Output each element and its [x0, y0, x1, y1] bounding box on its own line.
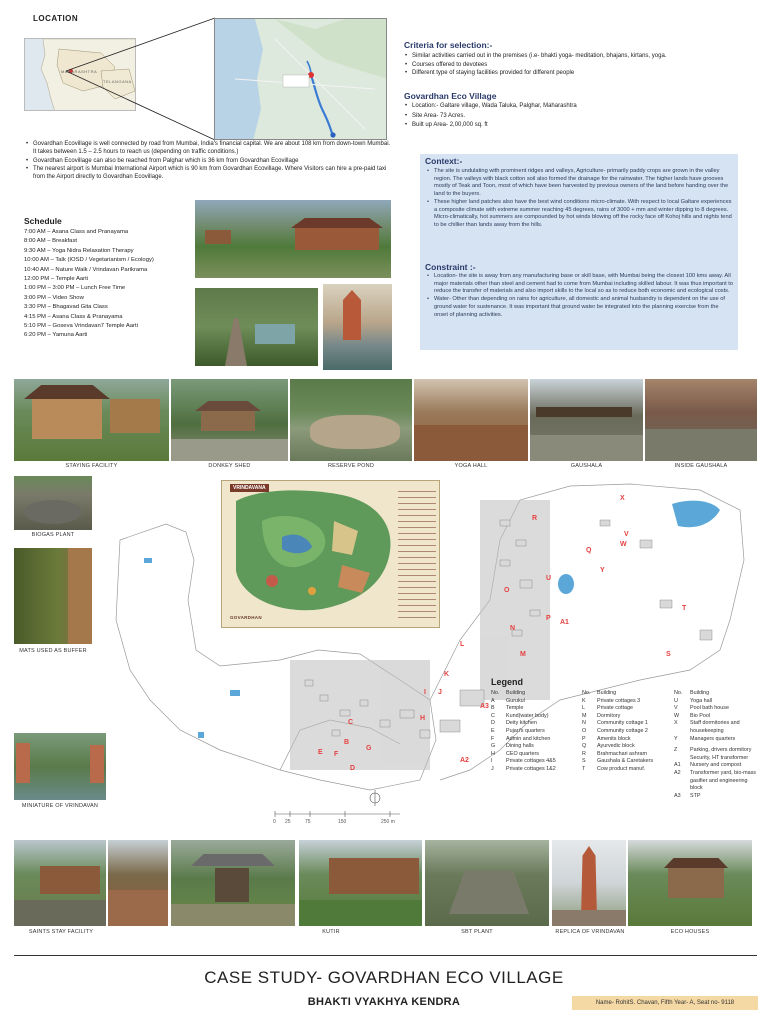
- legend-code: W: [674, 712, 680, 719]
- legend-col-building: Building: [597, 690, 617, 696]
- legend-building: Community cottage 2: [597, 727, 648, 734]
- legend-code: M: [582, 712, 587, 719]
- caption-gaushala: GAUSHALA: [570, 463, 603, 469]
- criteria-heading: Criteria for selection:-: [404, 40, 493, 50]
- schedule-list: [24, 228, 196, 341]
- constraint-bullet: • Location- the site is away from any manufacturing base or skill base, with Mumbai being the closest 100 kms away. All major materials other than steel and cement had to come from Mumbai including skilled labour. It was thus important to reduce the transfer of materials and also import skills to the local so as to reduce both economic and ecological costs.: [426, 273, 734, 296]
- legend-col-building: Building: [690, 690, 710, 696]
- govardhan-bullet: • Site Area- 73 Acres.: [404, 112, 764, 122]
- legend-code: B: [491, 705, 495, 712]
- caption-reserve-pond: RESERVE POND: [327, 463, 374, 469]
- legend-code: J: [491, 765, 494, 772]
- context-bullet: • The site is undulating with prominent ridges and valleys, Agriculture- primarily paddy crops are grown in the valley region. The valleys with black cotton soil also formed the drainage for the rainwater. The higher lands have grooves mostly of Teak and Toon, most of which have been harvested by previous owners of the land before handing over the land to the buyers.: [426, 168, 734, 199]
- scale-label-150: 150: [338, 819, 347, 825]
- legend-col-no: No.: [491, 690, 500, 696]
- caption-sbt-plant: SBT PLANT: [461, 929, 493, 935]
- svg-text:R: R: [532, 515, 538, 522]
- svg-text:O: O: [504, 587, 510, 594]
- schedule-item: 7:00 AM – Asana Class and Pranayama: [24, 229, 129, 235]
- legend-col-no: No.: [582, 690, 591, 696]
- location-bullets: [25, 140, 395, 181]
- legend-building: Temple: [506, 705, 524, 712]
- legend-building: Community cottage 1: [597, 720, 648, 727]
- page-subtitle: BHAKTI VYAKHYA KENDRA: [307, 996, 461, 1008]
- legend-building: Private cottages 1&2: [506, 765, 556, 772]
- legend-code: E: [491, 727, 495, 734]
- legend-building: Pool bath house: [690, 705, 729, 712]
- svg-text:H: H: [420, 715, 426, 722]
- legend-col-1: [491, 690, 581, 774]
- svg-text:P: P: [546, 615, 551, 622]
- svg-text:G: G: [366, 745, 372, 752]
- legend-title: Legend: [491, 677, 524, 687]
- legend-code: C: [491, 712, 495, 719]
- caption-yoga-hall: YOGA HALL: [454, 463, 488, 469]
- schedule-item: 5:10 PM – Goseva Vrindavan7 Temple Aarti: [24, 323, 138, 330]
- donkey-shed-photo: [171, 379, 288, 461]
- caption-miniature-vrindavan: MINIATURE OF VRINDAVAN: [21, 803, 99, 809]
- svg-text:C: C: [348, 719, 354, 726]
- legend-code: Y: [674, 735, 678, 742]
- svg-text:D: D: [350, 765, 356, 772]
- scale-label-25: 25: [285, 819, 291, 825]
- caption-eco-houses: ECO HOUSES: [670, 929, 710, 935]
- miniature-vrindavan-photo: [14, 733, 106, 800]
- legend-code: H: [491, 750, 495, 757]
- legend-code: V: [674, 705, 678, 712]
- legend-code: K: [582, 697, 586, 704]
- schedule-item: 12:00 PM – Temple Aarti: [24, 276, 89, 283]
- legend-building: Admin and kitchen: [506, 735, 551, 742]
- schedule-item: 6:20 PM – Yamuna Aarti: [24, 332, 88, 339]
- legend-code: T: [582, 765, 586, 772]
- svg-text:T: T: [682, 605, 687, 612]
- caption-biogas-plant: BIOGAS PLANT: [31, 532, 75, 538]
- legend-code: X: [674, 720, 678, 727]
- legend-code: Z: [674, 747, 678, 754]
- scale-label-250: 250 m: [381, 819, 395, 825]
- caption-kutir: KUTIR: [322, 929, 340, 935]
- map-label-telangana: TELANGANA: [103, 79, 132, 84]
- svg-text:M: M: [520, 651, 526, 658]
- route-map: [214, 18, 387, 140]
- context-panel: [420, 154, 738, 350]
- caption-donkey-shed: DONKEY SHED: [208, 463, 251, 469]
- legend-code: S: [582, 758, 586, 765]
- legend-col-no: No.: [674, 690, 683, 696]
- location-heading: LOCATION: [33, 14, 79, 23]
- scale-label-75: 75: [305, 819, 311, 825]
- legend-building: Bio Pool: [690, 712, 711, 719]
- inside-gaushala-photo: [645, 379, 757, 461]
- legend-building: Cow product manuf.: [597, 765, 646, 772]
- caption-mats-buffer: MATS USED AS BUFFER: [19, 648, 87, 654]
- criteria-bullets: [404, 52, 764, 78]
- yoga-hall-photo: [414, 379, 528, 461]
- svg-text:X: X: [620, 495, 625, 502]
- legend-code: N: [582, 720, 586, 727]
- bridge-photo: [195, 288, 318, 366]
- legend-code: U: [674, 697, 678, 704]
- schedule-item: 8:00 AM – Breakfast: [24, 238, 78, 245]
- legend-code: L: [582, 705, 585, 712]
- schedule-item: 4:15 PM – Asana Class & Pranayama: [24, 313, 123, 320]
- legend-building: Dining halls: [506, 743, 534, 750]
- legend-code: R: [582, 750, 586, 757]
- caption-staying-facility: STAYING FACILITY: [65, 463, 118, 469]
- schedule-item: 10:00 AM – Talk (IOSD / Vegetarianism / Ecology): [24, 257, 154, 264]
- author-badge: Name- RohitS. Chavan, Fifth Year- A, Seat no- 9118: [572, 996, 758, 1010]
- legend-code: A: [491, 697, 495, 704]
- legend-code: I: [491, 758, 493, 765]
- schedule-heading: Schedule: [24, 216, 62, 226]
- criteria-bullet: • Similar activities carried out in the premises (i.e- bhakti yoga- meditation, bhajans, kirtans, yoga.: [404, 52, 764, 61]
- context-bullet: • These higher land patches also have the best wind conditions micro-climate. With respect to local Galtare experiences a composite climate with extreme summer reaching 45 degrees, rains of 3000 + mm and winter dipping to 8 degrees. Micro-climatically, hot summers are compounded by hot winds blowing off the rocky face off Kohoj hills and nights tend to be chillier than lands away from the hills.: [426, 199, 734, 230]
- map-label-maharashtra: MAHARASHTRA: [61, 69, 98, 74]
- legend-building: Staff dormitories and housekeeping: [690, 720, 740, 734]
- temple-pond-photo: [323, 284, 392, 370]
- kutir-photo-1: [171, 840, 295, 926]
- schedule-item: 9:30 AM – Yoga Nidra Relaxation Therapy: [24, 247, 134, 254]
- legend-building: Ayurvedic block: [597, 743, 635, 750]
- legend-building: Nursery and compost: [690, 762, 742, 769]
- scale-label-0: 0: [273, 819, 276, 825]
- govardhan-bullet: • Built up Area- 2,00,000 sq. ft: [404, 121, 764, 131]
- legend-code: G: [491, 743, 496, 750]
- legend-code: A1: [674, 762, 681, 769]
- caption-saints-stay: SAINTS STAY FACILITY: [28, 929, 94, 935]
- svg-text:K: K: [444, 671, 450, 678]
- schedule-item: 1:00 PM – 3:00 PM – Lunch Free Time: [24, 285, 126, 292]
- schedule-item: 3:00 PM – Video Show: [24, 294, 84, 301]
- kutir-photo-2: [299, 840, 422, 926]
- sbt-plant-photo: [425, 840, 549, 926]
- footer-divider: [14, 955, 757, 956]
- svg-text:B: B: [344, 739, 350, 746]
- govardhan-bullets: [404, 102, 764, 131]
- legend-building: STP: [690, 792, 701, 799]
- svg-text:S: S: [666, 651, 671, 658]
- legend-building: Private cottages 4&5: [506, 758, 556, 765]
- legend-code: A3: [674, 792, 681, 799]
- svg-text:F: F: [334, 751, 339, 758]
- legend-code: D: [491, 720, 495, 727]
- legend-code: Q: [582, 743, 587, 750]
- svg-text:V: V: [624, 531, 629, 538]
- svg-text:I: I: [424, 689, 426, 696]
- svg-text:L: L: [460, 641, 465, 648]
- staying-facility-photo: [14, 379, 169, 461]
- svg-text:U: U: [546, 575, 552, 582]
- caption-replica-vrindavan: REPLICA OF VRINDAVAN: [555, 929, 625, 935]
- svg-text:A3: A3: [480, 703, 489, 710]
- location-bullet: • Govardhan Ecovillage can also be reached from Palghar which is 36 km from Govardhan Ecovillage: [25, 157, 395, 165]
- legend-col-building: Building: [506, 690, 526, 696]
- legend-building: Parking, drivers dormitory Security, HT transformer: [690, 747, 752, 761]
- legend-building: Private cottage: [597, 705, 633, 712]
- replica-vrindavan-photo: [552, 840, 626, 926]
- legend-code: F: [491, 735, 495, 742]
- constraint-bullet: • Water- Other than depending on rains for agriculture, all domestic and animal husbandry is dependent on the use of ground water for sustenance. It was important that ground water be integrated into the planning exercise from the onset of planning activities.: [426, 296, 734, 319]
- svg-text:E: E: [318, 749, 323, 756]
- page-title: CASE STUDY- GOVARDHAN ECO VILLAGE: [204, 968, 564, 987]
- legend-col-3: [674, 690, 760, 800]
- legend-building: Gurukul: [506, 697, 525, 704]
- legend-col-2: [582, 690, 672, 774]
- legend-code: O: [582, 727, 587, 734]
- gaushala-photo: [530, 379, 643, 461]
- saints-stay-photo-2: [108, 840, 168, 926]
- inset-map-title: VRINDAVANA: [230, 484, 269, 492]
- criteria-bullet: • Different type of staying facilities provided for different people: [404, 69, 764, 78]
- legend-code: P: [582, 735, 586, 742]
- legend-building: Transformer yard, bio-mass gasifier and engineering block: [690, 769, 757, 792]
- legend-building: Managers quarters: [690, 735, 736, 742]
- svg-text:A1: A1: [560, 619, 569, 626]
- legend-building: Kund(water body): [506, 712, 549, 719]
- biogas-plant-photo: [14, 476, 92, 530]
- mats-buffer-photo: [14, 548, 92, 644]
- schedule-item: 3:30 PM – Bhagavad Gita Class: [24, 304, 108, 311]
- village-aerial-photo: [195, 200, 391, 278]
- svg-text:W: W: [620, 541, 627, 548]
- svg-text:A2: A2: [460, 757, 469, 764]
- constraint-bullets: [426, 273, 734, 319]
- criteria-bullet: • Courses offered to devotees: [404, 61, 764, 70]
- schedule-item: 10:40 AM – Nature Walk / Vrindavan Parikrama: [24, 266, 148, 273]
- govardhan-heading: Govardhan Eco Village: [404, 91, 497, 101]
- location-bullet: • Govardhan Ecovillage is well connected by road from Mumbai, India's financial capital. We are about 108 km from down-town Mumbai. It takes between 1.5 – 2.5 hours to reach us (depending on traffic conditions.): [25, 140, 395, 157]
- svg-text:J: J: [438, 689, 442, 696]
- legend-building: CEO quarters: [506, 750, 539, 757]
- context-bullets: [426, 168, 734, 230]
- legend-building: Amenits block: [597, 735, 631, 742]
- inset-map-brand: GOVARDHAN: [230, 615, 262, 620]
- legend-building: Dormitory: [597, 712, 621, 719]
- legend-building: Gaushala & Caretakers: [597, 758, 654, 765]
- constraint-heading: Constraint :-: [425, 262, 476, 272]
- govardhan-bullet: • Location:- Galtare village, Wada Taluka, Palghar, Maharashtra: [404, 102, 764, 112]
- context-heading: Context:-: [425, 156, 463, 166]
- svg-text:Q: Q: [586, 547, 592, 554]
- legend-building: Brahmachari ashram: [597, 750, 648, 757]
- caption-inside-gaushala: INSIDE GAUSHALA: [674, 463, 728, 469]
- legend-building: Private cottages 3: [597, 697, 641, 704]
- reserve-pond-photo: [290, 379, 412, 461]
- svg-text:Y: Y: [600, 567, 605, 574]
- svg-text:N: N: [510, 625, 516, 632]
- eco-houses-photo: [628, 840, 752, 926]
- site-plan: [100, 480, 760, 830]
- saints-stay-photo-1: [14, 840, 106, 926]
- legend-building: Yoga hall: [690, 697, 712, 704]
- legend-code: A2: [674, 769, 681, 776]
- legend-building: Pujari's quarters: [506, 727, 545, 734]
- location-bullet: • The nearest airport is Mumbai International Airport which is 90 km from Govardhan Ecovillage. Where Visitors can hire a pre-paid taxi from the Airport directly to Govardhan Ecovillage.: [25, 165, 395, 182]
- legend-building: Deity kitchen: [506, 720, 537, 727]
